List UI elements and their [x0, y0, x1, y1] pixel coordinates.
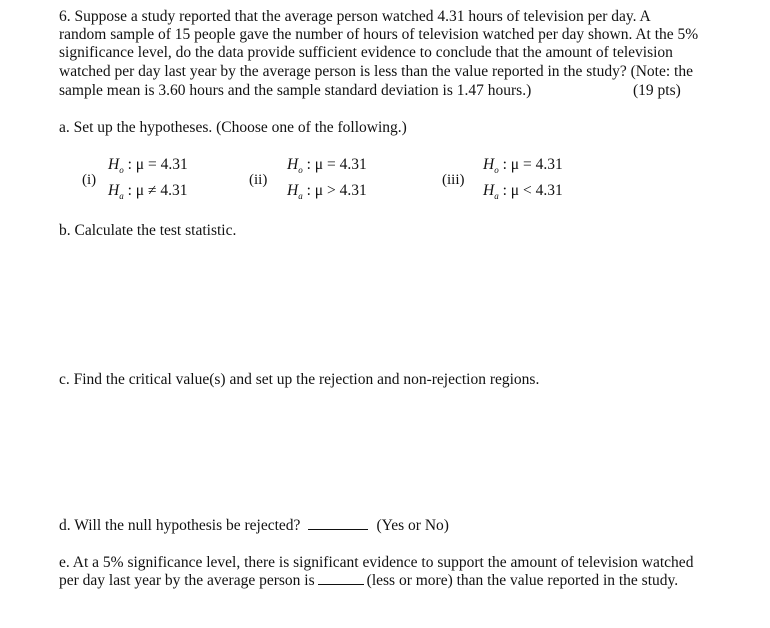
- option-iii-label: (iii): [442, 172, 465, 188]
- part-c-prompt: c. Find the critical value(s) and set up the rejection and non-rejection regions.: [59, 371, 540, 388]
- h-symbol: H: [483, 182, 495, 199]
- colon-mu: : μ: [123, 182, 148, 199]
- part-d-question: [59, 517, 449, 535]
- h-symbol: H: [287, 182, 299, 199]
- value: 4.31: [339, 156, 367, 173]
- colon-mu: : μ: [302, 156, 327, 173]
- alt-subscript: a: [494, 191, 499, 201]
- value: 4.31: [160, 182, 188, 199]
- answer-blank-e[interactable]: [318, 572, 364, 585]
- relation: <: [522, 182, 532, 199]
- option-iii-null-hypothesis: [483, 156, 563, 174]
- option-i-alt-hypothesis: [108, 182, 187, 200]
- part-a-prompt: a. Set up the hypotheses. (Choose one of the following.): [59, 119, 407, 136]
- value: 4.31: [535, 182, 563, 199]
- value: 4.31: [339, 182, 367, 199]
- null-subscript: o: [119, 165, 124, 175]
- part-e-line-2: [59, 572, 678, 590]
- option-ii-alt-hypothesis: [287, 182, 367, 200]
- question-line-2: random sample of 15 people gave the number of hours of television watched per day shown. At the 5%: [59, 26, 699, 43]
- part-e-after-blank: (less or more) than the value reported in the study.: [366, 572, 679, 589]
- value: 4.31: [160, 156, 188, 173]
- colon-mu: : μ: [123, 156, 148, 173]
- part-b-prompt: b. Calculate the test statistic.: [59, 222, 237, 239]
- null-subscript: o: [494, 165, 499, 175]
- relation: =: [147, 156, 157, 173]
- value: 4.31: [535, 156, 563, 173]
- relation: ≠: [147, 182, 157, 199]
- colon-mu: : μ: [302, 182, 327, 199]
- answer-blank-d[interactable]: [308, 517, 368, 530]
- colon-mu: : μ: [498, 182, 523, 199]
- points-label: (19 pts): [633, 82, 681, 99]
- part-e-before-blank: per day last year by the average person is: [59, 572, 315, 589]
- option-ii-label: (ii): [249, 172, 268, 188]
- option-i-label: (i): [82, 172, 97, 188]
- option-i-null-hypothesis: [108, 156, 188, 174]
- relation: =: [326, 156, 336, 173]
- option-ii-null-hypothesis: [287, 156, 367, 174]
- part-d-hint: (Yes or No): [376, 517, 449, 534]
- h-symbol: H: [483, 156, 495, 173]
- h-symbol: H: [287, 156, 299, 173]
- part-e-line-1: e. At a 5% significance level, there is significant evidence to support the amount of television watched: [59, 554, 694, 571]
- alt-subscript: a: [298, 191, 303, 201]
- question-line-1: 6. Suppose a study reported that the average person watched 4.31 hours of television per day. A: [59, 8, 651, 25]
- question-line-5: sample mean is 3.60 hours and the sample standard deviation is 1.47 hours.): [59, 82, 532, 99]
- option-iii-alt-hypothesis: [483, 182, 563, 200]
- h-symbol: H: [108, 182, 120, 199]
- relation: =: [522, 156, 532, 173]
- alt-subscript: a: [119, 191, 124, 201]
- h-symbol: H: [108, 156, 120, 173]
- colon-mu: : μ: [498, 156, 523, 173]
- part-d-prompt: d. Will the null hypothesis be rejected?: [59, 517, 301, 534]
- question-line-3: significance level, do the data provide sufficient evidence to conclude that the amount of television: [59, 44, 673, 61]
- question-line-4: watched per day last year by the average person is less than the value reported in the study? (Note: the: [59, 63, 693, 80]
- null-subscript: o: [298, 165, 303, 175]
- relation: >: [326, 182, 336, 199]
